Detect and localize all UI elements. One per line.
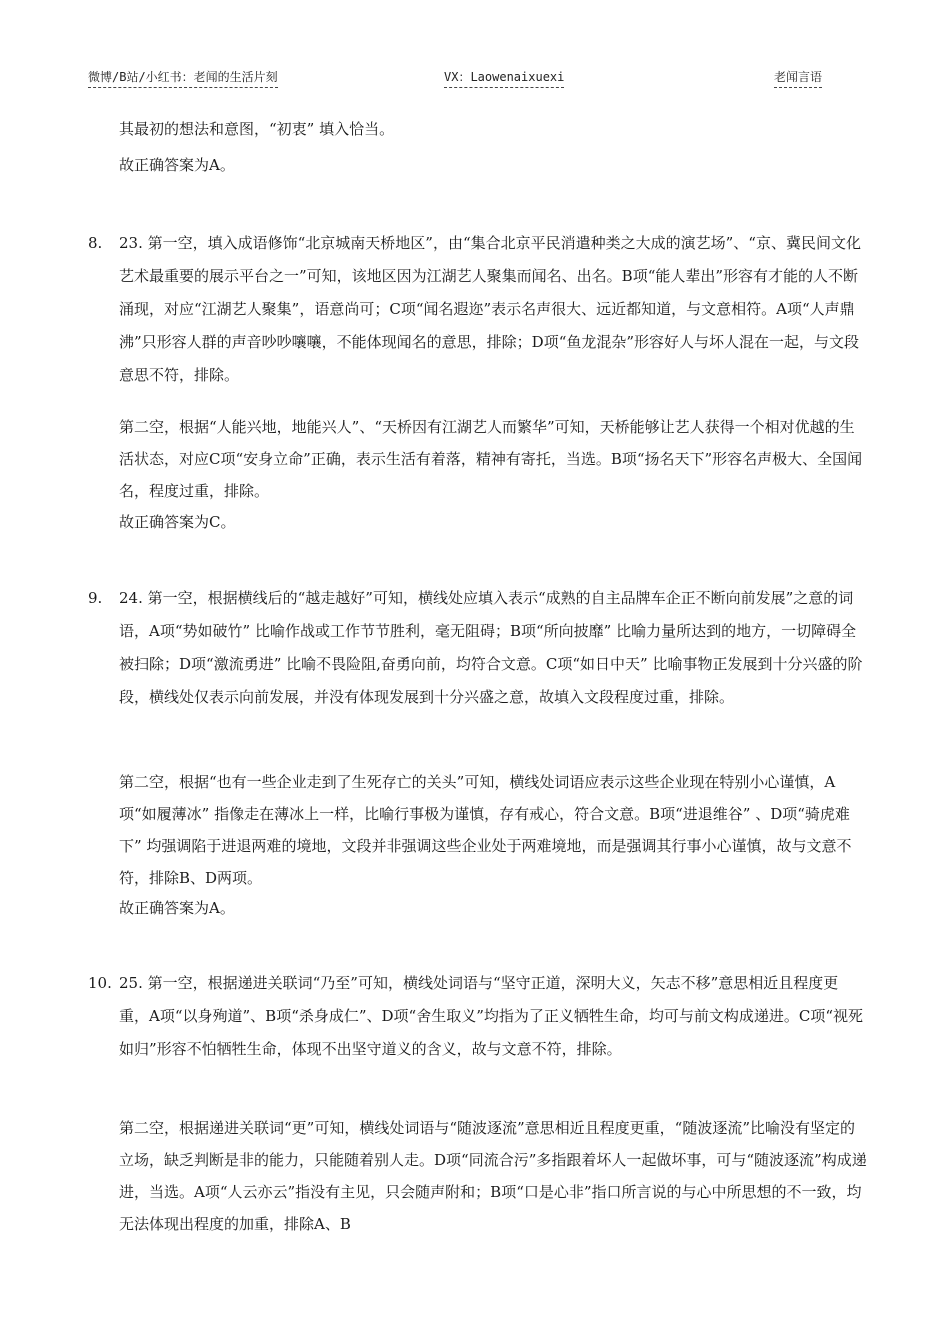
page-header (88, 68, 822, 90)
q8-second-blank: 第二空，根据“人能兴地，地能兴人”、“天桥因有江湖艺人而繁华”可知，天桥能够让艺人获得一个相对优越的生活状态，对应C项“安身立命”正确，表示生活有着落，精神有寄托，当选。B项“扬名天下”形容名声极大、全国闻名，程度过重，排除。 (119, 418, 863, 500)
header-brand: 老闻言语 (774, 68, 822, 88)
q8-number: 8. (88, 234, 103, 252)
q10-first-blank: 25. 第一空，根据递进关联词“乃至”可知，横线处词语与“坚守正道，深明大义，矢志不移”意思相近且程度更重，A项“以身殉道”、B项“杀身成仁”、D项“舍生取义”均指为了正义牺牲生命，均可与前文构成递进。C项“视死如归”形容不怕牺牲生命，体现不出坚守道义的含义，故与文意不符，排除。 (119, 974, 864, 1058)
intro-text: 其最初的想法和意图，“初衷” 填入恰当。 (119, 120, 395, 138)
intro-answer: 故正确答案为A。 (119, 156, 235, 174)
q10-number: 10. (88, 974, 112, 992)
q9-number: 9. (88, 589, 103, 607)
header-social: 微博/B站/小红书：老闻的生活片刻 (88, 68, 278, 88)
q9-second-blank: 第二空，根据“也有一些企业走到了生死存亡的关头”可知，横线处词语应表示这些企业现在特别小心谨慎，A项“如履薄冰” 指像走在薄冰上一样，比喻行事极为谨慎，存有戒心，符合文意。B项“进退维谷” 、D项“骑虎难下” 均强调陷于进退两难的境地，文段并非强调这些企业处于两难境地，而是强调其行事小心谨慎，故与文意不符，排除B、D两项。 (119, 773, 852, 887)
q10-second-blank: 第二空，根据递进关联词“更”可知，横线处词语与“随波逐流”意思相近且程度更重，“随波逐流”比喻没有坚定的立场，缺乏判断是非的能力，只能随着别人走。D项“同流合污”多指跟着坏人一起做坏事，可与“随波逐流”构成递进，当选。A项“人云亦云”指没有主见，只会随声附和；B项“口是心非”指口所言说的与心中所思想的不一致，均无法体现出程度的加重，排除A、B (119, 1119, 867, 1233)
q8-answer: 故正确答案为C。 (119, 513, 236, 531)
header-wechat: VX：Laowenaixuexi (444, 68, 564, 88)
q9-answer: 故正确答案为A。 (119, 899, 235, 917)
q9-first-blank: 24. 第一空，根据横线后的“越走越好”可知，横线处应填入表示“成熟的自主品牌车企正不断向前发展”之意的词语，A项“势如破竹” 比喻作战或工作节节胜利，毫无阻碍；B项“所向披靡” 比喻力量所达到的地方，一切障碍全被扫除；D项“激流勇进” 比喻不畏险阻,奋勇向前，均符合文意。C项“如日中天” 比喻事物正发展到十分兴盛的阶段，横线处仅表示向前发展，并没有体现发展到十分兴盛之意，故填入文段程度过重，排除。 (119, 589, 863, 706)
q8-first-blank: 23. 第一空，填入成语修饰“北京城南天桥地区”，由“集合北京平民消遣种类之大成的演艺场”、“京、冀民间文化艺术最重要的展示平台之一”可知，该地区因为江湖艺人聚集而闻名、出名。B项“能人辈出”形容有才能的人不断涌现，对应“江湖艺人聚集”，语意尚可；C项“闻名遐迩”表示名声很大、远近都知道，与文意相符。A项“人声鼎沸”只形容人群的声音吵吵嚷嚷，不能体现闻名的意思，排除；D项“鱼龙混杂”形容好人与坏人混在一起，与文段意思不符，排除。 (119, 234, 861, 384)
